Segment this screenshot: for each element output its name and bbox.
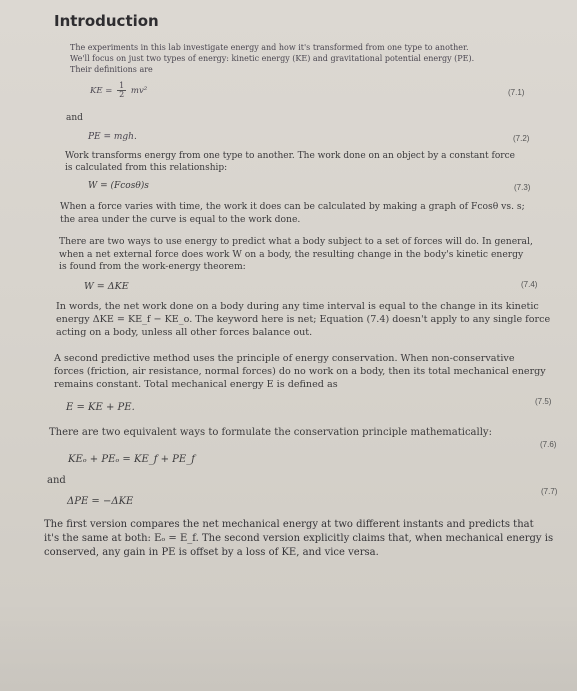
equation-7-5: E = KE + PE. bbox=[66, 402, 135, 413]
equation-7-3: W = (Fcosθ)s bbox=[88, 181, 149, 191]
text-line: the area under the curve is equal to the work done. bbox=[60, 214, 301, 225]
text-line: In words, the net work done on a body during any time interval is equal to the change in its kinetic bbox=[56, 301, 539, 312]
first-version-paragraph bbox=[44, 518, 553, 560]
text-line: is found from the work-energy theorem: bbox=[59, 261, 246, 272]
equation-7-4: W = ΔKE bbox=[84, 281, 129, 292]
text-line: is calculated from this relationship: bbox=[65, 163, 228, 173]
energy-conservation-paragraph bbox=[54, 352, 546, 391]
text-line: Their definitions are bbox=[70, 65, 153, 74]
equivalent-ways-line: There are two equivalent ways to formulate the conservation principle mathematically: bbox=[49, 427, 492, 438]
work-paragraph bbox=[65, 150, 515, 174]
text-line: The experiments in this lab investigate energy and how it's transformed from one type to another. bbox=[70, 43, 469, 52]
text-line: The first version compares the net mechanical energy at two different instants and predicts that bbox=[44, 519, 534, 530]
equation-7-6: KEₒ + PEₒ = KE_f + PE_f bbox=[68, 454, 195, 465]
connector-and: and bbox=[47, 475, 66, 486]
text-line: acting on a body, unless all other forces balance out. bbox=[56, 327, 313, 338]
equation-number-7-6: (7.6) bbox=[540, 440, 557, 449]
connector-and: and bbox=[66, 113, 83, 123]
text-line: conserved, any gain in PE is offset by a loss of KE, and vice versa. bbox=[44, 547, 379, 558]
in-words-paragraph bbox=[56, 300, 550, 339]
text-line: energy ΔKE = KE_f − KE_o. The keyword here is net; Equation (7.4) doesn't apply to any single force bbox=[56, 314, 551, 325]
text-line: When a force varies with time, the work it does can be calculated by making a graph of Fcosθ vs. s; bbox=[60, 201, 525, 212]
page-shading bbox=[0, 600, 577, 691]
equation-number-7-5: (7.5) bbox=[535, 397, 552, 406]
fraction-denominator: 2 bbox=[119, 90, 125, 99]
text-line: forces (friction, air resistance, normal forces) do no work on a body, then its total mechanical energy bbox=[54, 366, 546, 377]
text-line: remains constant. Total mechanical energy E is defined as bbox=[54, 379, 338, 390]
text-line: There are two ways to use energy to predict what a body subject to a set of forces will do. In general, bbox=[59, 236, 533, 247]
fraction bbox=[117, 82, 126, 99]
text-line: Work transforms energy from one type to another. The work done on an object by a constant force bbox=[65, 151, 515, 161]
equation-number-7-7: (7.7) bbox=[541, 487, 558, 496]
equation-7-2: PE = mgh. bbox=[88, 132, 137, 142]
eq-rhs: mv² bbox=[130, 86, 148, 96]
equation-number-7-3: (7.3) bbox=[514, 183, 531, 192]
text-line: it's the same at both: Eₒ = E_f. The second version explicitly claims that, when mechanical energy is bbox=[44, 533, 554, 544]
equation-7-1 bbox=[90, 82, 147, 99]
two-ways-paragraph bbox=[59, 236, 533, 274]
equation-number-7-2: (7.2) bbox=[513, 134, 530, 143]
eq-lhs: KE = bbox=[90, 86, 113, 96]
fraction-numerator: 1 bbox=[119, 81, 125, 90]
section-heading: Introduction bbox=[54, 12, 159, 30]
text-line: A second predictive method uses the principle of energy conservation. When non-conservative bbox=[54, 353, 515, 364]
varying-force-paragraph bbox=[60, 200, 525, 226]
intro-paragraph bbox=[70, 42, 474, 75]
text-line: when a net external force does work W on a body, the resulting change in the body's kinetic energy bbox=[59, 248, 524, 260]
equation-number-7-1: (7.1) bbox=[508, 88, 525, 97]
text-line: We'll focus on just two types of energy: kinetic energy (KE) and gravitational potential energy (PE). bbox=[70, 54, 475, 63]
equation-7-7: ΔPE = −ΔKE bbox=[67, 496, 134, 507]
equation-number-7-4: (7.4) bbox=[521, 280, 538, 289]
